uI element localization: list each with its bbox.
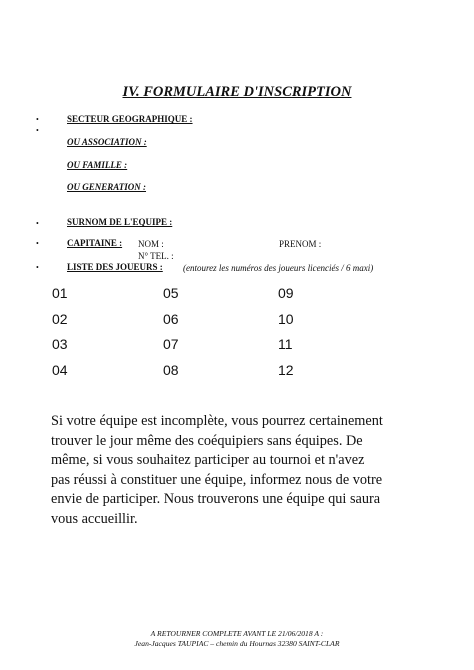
phone-label: N° TEL. : [138,251,174,261]
player-number[interactable]: 01 [52,285,68,301]
firstname-label: PRENOM : [279,239,322,249]
paragraph-line: trouver le jour même des coéquipiers sans équipes. De [51,432,363,449]
bullet: • [36,263,39,272]
paragraph-line: vous accueillir. [51,510,138,527]
footer-address: Jean-Jacques TAUPIAC – chemin du Hournas 32380 SAINT-CLAR [134,639,340,648]
bullet: • [36,115,39,124]
generation-label: OU GENERATION : [67,182,147,192]
bullet: • [36,219,39,228]
bullet: • [36,126,39,135]
player-number[interactable]: 03 [52,336,68,352]
player-number[interactable]: 02 [52,311,68,327]
players-label: LISTE DES JOUEURS : [67,262,163,272]
paragraph-line: envie de participer. Nous trouverons une équipe qui saura [51,491,381,508]
player-number[interactable]: 11 [278,336,293,352]
name-label: NOM : [138,239,164,249]
player-number[interactable]: 10 [278,311,294,327]
team-nickname-label: SURNOM DE L'EQUIPE : [67,217,173,227]
player-number[interactable]: 07 [163,336,179,352]
sector-label: SECTEUR GEOGRAPHIQUE : [67,114,193,124]
player-number[interactable]: 09 [278,285,294,301]
info-paragraph [51,412,441,530]
paragraph-line: Si votre équipe est incomplète, vous pourrez certainement [51,413,383,429]
association-label: OU ASSOCIATION : [67,137,147,147]
footer-return-deadline: A RETOURNER COMPLETE AVANT LE 21/06/2018 A : [150,629,324,638]
players-note: (entourez les numéros des joueurs licenciés / 6 maxi) [183,263,374,273]
captain-label: CAPITAINE : [67,238,123,248]
bullet: • [36,239,39,248]
player-number[interactable]: 08 [163,362,179,378]
form-title: IV. FORMULAIRE D'INSCRIPTION [122,84,352,100]
player-number[interactable]: 04 [52,362,68,378]
player-number[interactable]: 06 [163,311,179,327]
family-label: OU FAMILLE : [67,160,128,170]
paragraph-line: même, si vous souhaitez participer au tournoi et n'avez [51,452,365,469]
player-number[interactable]: 12 [278,362,294,378]
paragraph-line: pas réussi à constituer une équipe, informez nous de votre [51,471,383,488]
player-number[interactable]: 05 [163,285,179,301]
